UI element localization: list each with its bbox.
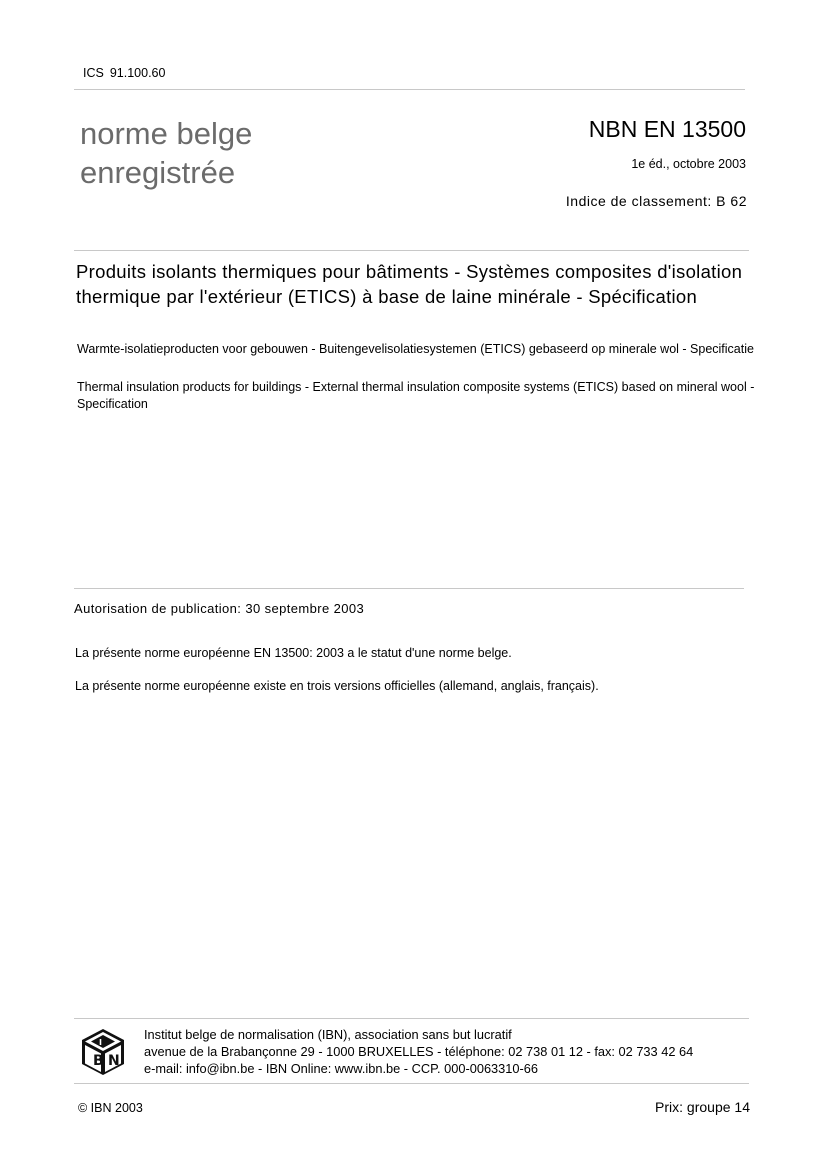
- title-french: Produits isolants thermiques pour bâtiments - Systèmes composites d'isolation thermique par l'extérieur (ETICS) à base de laine minérale - Spécification: [76, 261, 743, 307]
- body-divider: [74, 588, 744, 589]
- standard-number: NBN EN 13500: [588, 116, 746, 142]
- title-divider: [74, 250, 749, 251]
- institute-name: Institut belge de normalisation (IBN), association sans but lucratif: [144, 1027, 512, 1042]
- edition-date: 1e éd., octobre 2003: [631, 157, 746, 171]
- header-divider: [74, 89, 745, 90]
- status-paragraph: La présente norme européenne EN 13500: 2003 a le statut d'une norme belge.: [75, 646, 512, 660]
- institute-info: [144, 1026, 693, 1077]
- ics-code: [83, 66, 165, 80]
- svg-text:I: I: [99, 1038, 102, 1047]
- svg-text:N: N: [108, 1053, 120, 1069]
- publication-authorization: Autorisation de publication: 30 septembre 2003: [74, 601, 365, 616]
- norm-type-line2: enregistrée: [80, 155, 236, 190]
- title-english: Thermal insulation products for buildings - External thermal insulation composite systems (ETICS) based on mineral wool - Specification: [77, 380, 755, 411]
- classification-index: Indice de classement: B 62: [565, 193, 747, 209]
- ibn-logo-icon: [80, 1027, 126, 1077]
- footer-bottom-divider: [74, 1083, 749, 1084]
- institute-contact: e-mail: info@ibn.be - IBN Online: www.ibn.be - CCP. 000-0063310-66: [144, 1061, 539, 1076]
- versions-paragraph: La présente norme européenne existe en trois versions officielles (allemand, anglais, français).: [75, 679, 599, 693]
- ics-label: ICS: [83, 66, 104, 80]
- ics-number: 91.100.60: [109, 66, 166, 80]
- price-group: Prix: groupe 14: [655, 1099, 750, 1115]
- title-dutch: Warmte-isolatieproducten voor gebouwen - Buitengevelisolatiesystemen (ETICS) gebaseerd op minerale wol - Specificatie: [77, 342, 754, 356]
- copyright: © IBN 2003: [78, 1101, 143, 1115]
- institute-address: avenue de la Brabançonne 29 - 1000 BRUXELLES - téléphone: 02 738 01 12 - fax: 02 733 42 64: [144, 1044, 694, 1059]
- norm-type: [80, 114, 252, 192]
- svg-text:B: B: [93, 1053, 104, 1069]
- footer-top-divider: [74, 1018, 749, 1019]
- norm-type-line1: norme belge: [80, 116, 253, 151]
